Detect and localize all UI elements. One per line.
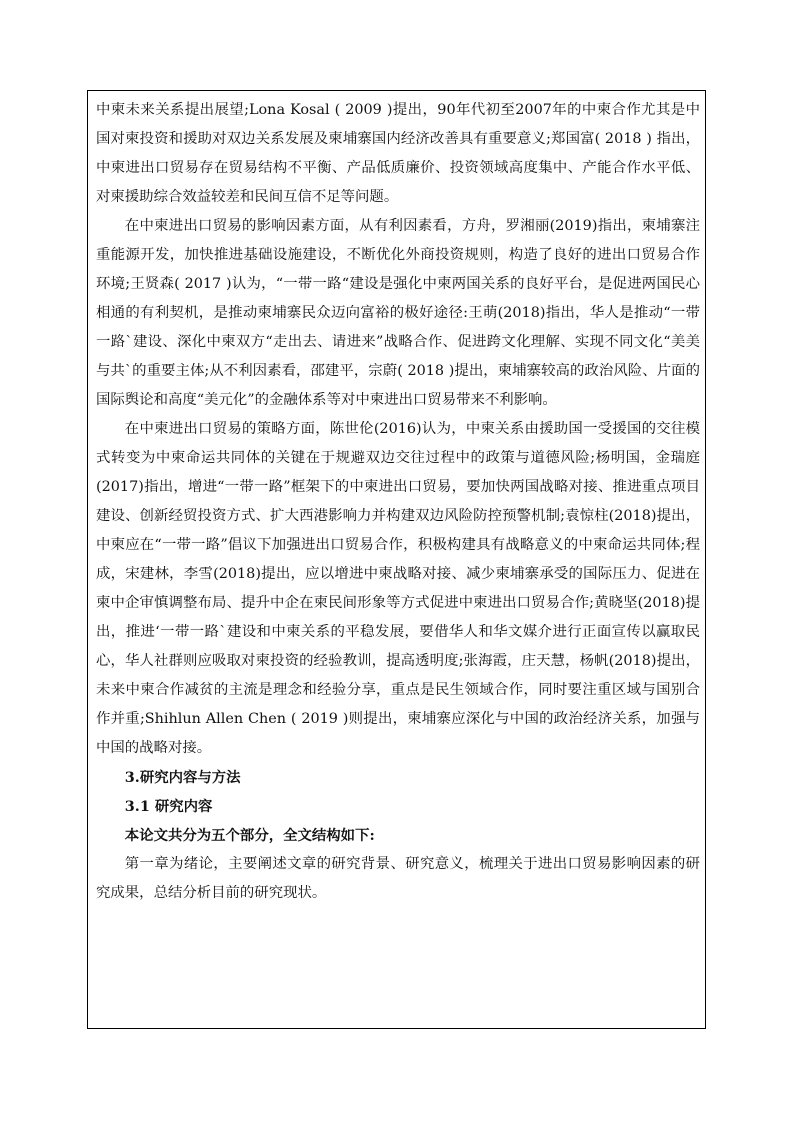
structure-intro: 本论文共分为五个部分，全文结构如下: bbox=[124, 827, 375, 844]
section-heading: 3.研究内容与方法 bbox=[124, 769, 241, 786]
paragraph-influencing-factors: 在中柬进出口贸易的影响因素方面，从有利因素看，方舟，罗湘丽(2019)指出，柬埔寨注重能源开发，加快推进基础设施建设，不断优化外商投资规则，构造了良好的进出口贸易合作环境;王贤森( 2017 )认为，“一带一路“建设是强化中柬两国关系的良好平台，是促进两国民心相通的有利契机，是推动柬埔寨民众迈向富裕的极好途径:王萌(2018)指出，华人是推动“一带一路`建设、深化中柬双方“走出去、请进来”战略合作、促进跨文化理解、实现不同文化“美美与共`的重要主体;从不利因素看，邵建平，宗蔚( 2018 )提出，柬埔寨较高的政治风险、片面的国际舆论和高度“美元化”的金融体系等对中柬进出口贸易带来不利影响。 bbox=[96, 218, 700, 408]
paragraph-literature-overview: 中柬未来关系提出展望;Lona Kosal ( 2009 )提出，90年代初至2007年的中柬合作尤其是中国对柬投资和援助对双边关系发展及柬埔寨国内经济改善具有重要意义;郑国富( 2018 ) 指出，中柬进出口贸易存在贸易结构不平衡、产品低质廉价、投资领域高度集中、产能合作水平低、对柬援助综合效益较差和民间互信不足等问题。 bbox=[96, 102, 700, 205]
paragraph-strategies: 在中柬进出口贸易的策略方面，陈世伦(2016)认为，中柬关系由援助国一受援国的交往模式转变为中柬命运共同体的关键在于规避双边交往过程中的政策与道德风险;杨明国，金瑞庭(2017)指出，增进“一带一路”框架下的中柬进出口贸易，要加快两国战略对接、推进重点项目建设、创新经贸投资方式、扩大西港影响力并构建双边风险防控预警机制;袁惊柱(2018)提出，中柬应在“一带一路”倡议下加强进出口贸易合作，积极构建具有战略意义的中柬命运共同体;程成，宋建林，李雪(2018)提出，应以增进中柬战略对接、减少柬埔寨承受的国际压力、促进在柬中企审慎调整布局、提升中企在柬民间形象等方式促进中柬进出口贸易合作;黄晓坚(2018)提出，推进‘一带一路`建设和中柬关系的平稳发展，要借华人和华文媒介进行正面宣传以赢取民心，华人社群则应吸取对柬投资的经验教训，提高透明度;张海霞，庄天慧，杨帆(2018)提出，未来中柬合作减贫的主流是理念和经验分享，重点是民生领域合作，同时要注重区域与国别合作并重;Shihlun Allen Chen ( 2019 )则提出，柬埔寨应深化与中国的政治经济关系，加强与中国的战略对接。 bbox=[96, 421, 700, 756]
document-body bbox=[96, 96, 700, 908]
subsection-heading: 3.1 研究内容 bbox=[124, 798, 213, 815]
paragraph-chapter-one: 第一章为绪论，主要阐述文章的研究背景、研究意义，梳理关于进出口贸易影响因素的研究成果，总结分析目前的研究现状。 bbox=[96, 856, 700, 901]
